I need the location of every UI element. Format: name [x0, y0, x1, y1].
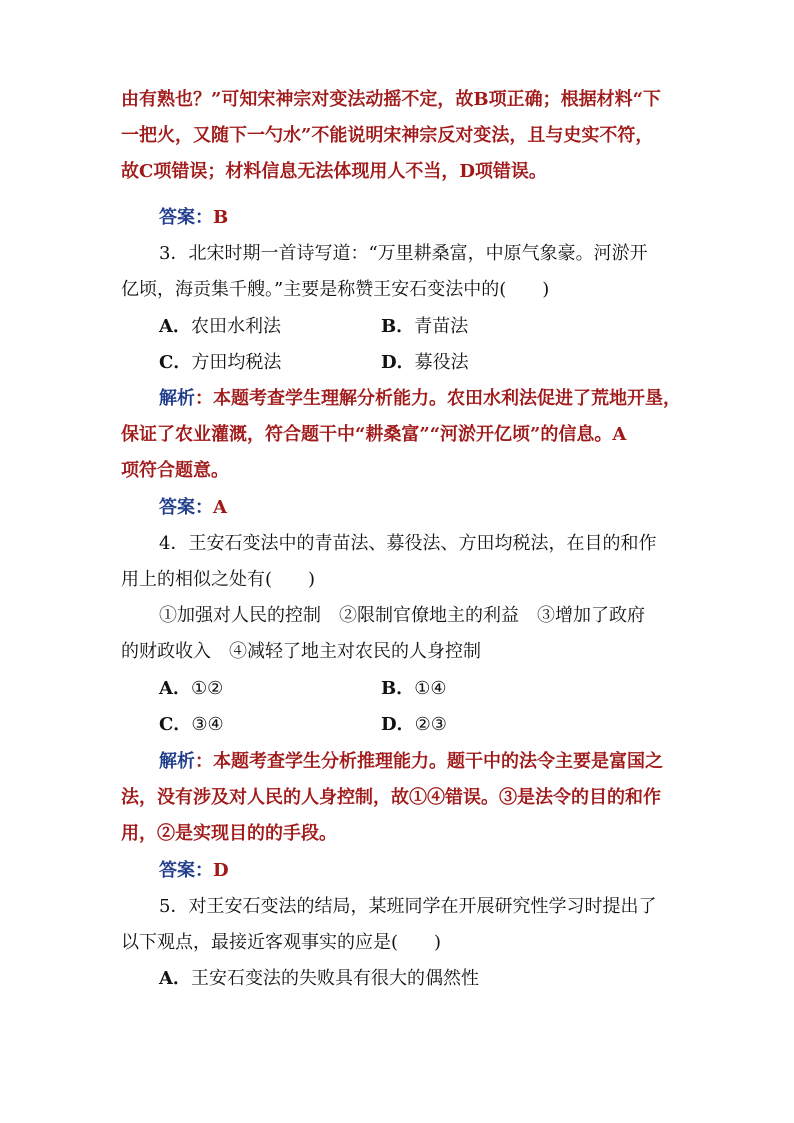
answer-value: B: [213, 207, 229, 228]
question-3: [121, 236, 677, 308]
answer-value: A: [213, 497, 227, 518]
analysis-line: 项符合题意。: [121, 460, 229, 481]
explanation-line: 一把火，又随下一勺水”不能说明宋神宗反对变法，且与史实不符，: [121, 125, 654, 146]
question-4-analysis: [121, 744, 677, 852]
option-a[interactable]: A．农田水利法: [159, 316, 281, 337]
question-5-stem-line: 5．对王安石变法的结局，某班同学在开展研究性学习时提出了: [159, 896, 657, 917]
option-d[interactable]: D．募役法: [381, 352, 469, 373]
question-3-analysis: [121, 381, 681, 489]
answer-label: 答案: [159, 497, 195, 518]
analysis-label: 解析: [159, 388, 195, 409]
option-c[interactable]: C．③④: [159, 714, 224, 735]
option-c[interactable]: C．方田均税法: [159, 352, 282, 373]
answer-value: D: [213, 860, 229, 881]
question-4-stem-line: 用上的相似之处有( ): [121, 569, 316, 590]
question-5-stem-line: 以下观点，最接近客观事实的应是( ): [121, 932, 442, 953]
question-3-options: [121, 309, 677, 381]
option-a[interactable]: A．①②: [159, 678, 224, 699]
analysis-line: 保证了农业灌溉，符合题干中“耕桑富”“河淤开亿顷”的信息。A: [121, 424, 627, 445]
option-d[interactable]: D．②③: [381, 714, 447, 735]
explanation-line: 由有熟也？”可知宋神宗对变法动摇不定，故B项正确；根据材料“下: [121, 89, 661, 110]
question-3-stem-line: 3．北宋时期一首诗写道：“万里耕桑富，中原气象豪。河淤开: [159, 243, 648, 264]
question-4-options: [121, 671, 677, 743]
analysis-line: 用，②是实现目的的手段。: [121, 823, 337, 844]
analysis-line: 法，没有涉及对人民的人身控制，故①④错误。③是法令的目的和作: [121, 787, 661, 808]
question-5: [121, 889, 677, 997]
option-b[interactable]: B．①④: [381, 678, 447, 699]
answer-4: 答案：D: [159, 860, 229, 881]
question-4-statements: ①加强对人民的控制 ②限制官僚地主的利益 ③增加了政府: [159, 605, 645, 626]
answer-label: 答案: [159, 207, 195, 228]
analysis-label: 解析: [159, 751, 195, 772]
option-b[interactable]: B．青苗法: [381, 316, 469, 337]
explanation-line: 故C项错误；材料信息无法体现用人不当，D项错误。: [121, 161, 547, 182]
analysis-line: ：本题考查学生分析推理能力。题干中的法令主要是富国之: [195, 751, 663, 772]
answer-label: 答案: [159, 860, 195, 881]
question-4: [121, 526, 677, 670]
answer-3: 答案：A: [159, 497, 227, 518]
question-3-stem-line: 亿顷，海贡集千艘。”主要是称赞王安石变法中的( ): [121, 279, 550, 300]
analysis-line: ：本题考查学生理解分析能力。农田水利法促进了荒地开垦，: [195, 388, 681, 409]
explanation-tail: [121, 82, 677, 190]
question-4-stem-line: 4．王安石变法中的青苗法、募役法、方田均税法，在目的和作: [159, 533, 657, 554]
answer-2: 答案：B: [159, 207, 229, 228]
question-4-statements: 的财政收入 ④减轻了地主对农民的人身控制: [121, 641, 481, 662]
option-a[interactable]: A．王安石变法的失败具有很大的偶然性: [159, 968, 479, 989]
